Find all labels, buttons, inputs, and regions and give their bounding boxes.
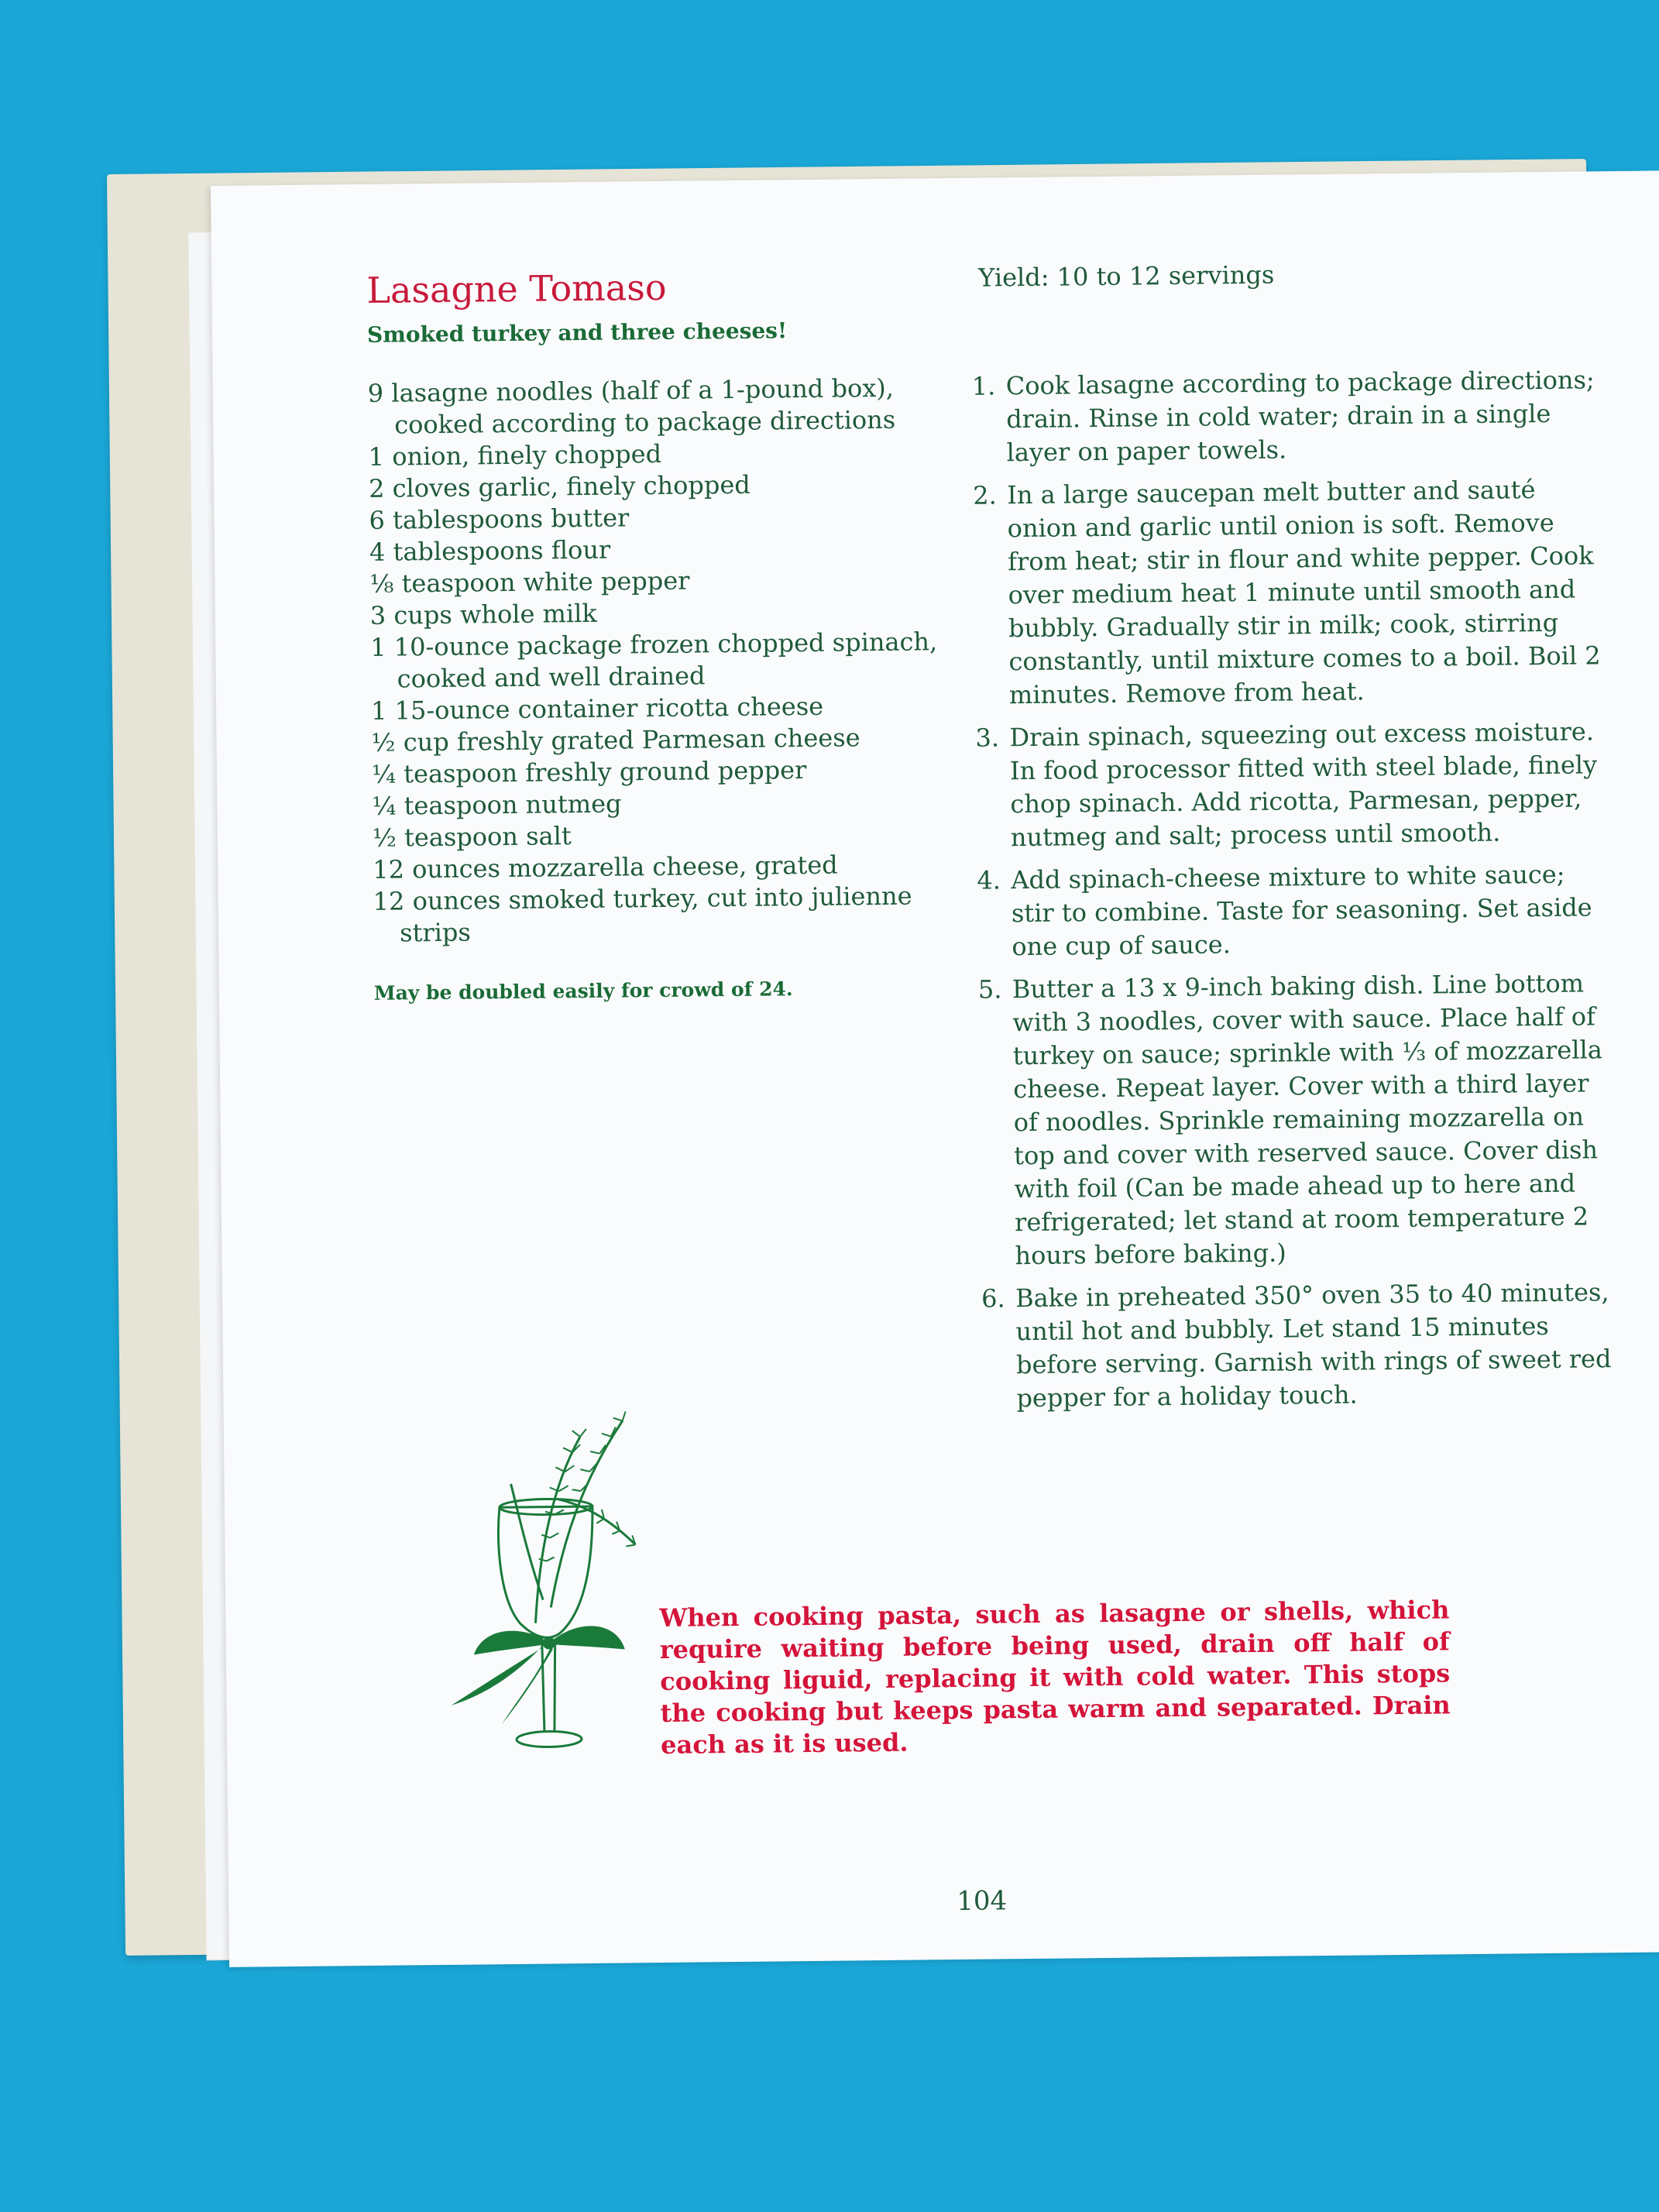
ingredient-item: 12 ounces mozzarella cheese, grated [373,850,838,884]
goblet-with-pine-sprig-and-ribbon-icon [424,1266,677,1764]
direction-step [978,967,1616,1273]
ingredient-list [368,372,963,950]
ingredient-item: ½ teaspoon salt [372,821,572,853]
step-text: Add spinach-cheese mixture to white sauce; stir to combine. Taste for seasoning. Set aside one cup of sauce. [1011,859,1592,962]
ingredient-item: 1 15-ounce container ricotta cheese [370,691,824,726]
ingredient-item: 12 ounces smoked turkey, cut into julienne strips [373,881,912,948]
ingredient-item: 1 onion, finely chopped [368,438,662,472]
ingredient-item: ⅛ teaspoon white pepper [369,565,690,599]
ingredient-item: ½ cup freshly grated Parmesan cheese [371,723,860,757]
ingredient-item: 1 10-ounce package frozen chopped spinach, cooked and well drained [370,627,938,694]
step-number: 6. [981,1283,1005,1314]
direction-step [973,472,1610,713]
direction-step [975,715,1612,855]
ingredient-item: ¼ teaspoon freshly ground pepper [371,754,807,789]
recipe-title: Lasagne Tomaso [366,266,667,311]
step-number: 4. [977,865,1001,895]
step-text: Drain spinach, squeezing out excess moisture. In food processor fitted with steel blade, finely chop spinach. Add ricotta, Parmesan, pepper, nutmeg and salt; process until smooth. [1009,716,1598,853]
step-text: Bake in preheated 350° oven 35 to 40 minutes, until hot and bubbly. Let stand 15 minutes before serving. Garnish with rings of sweet red pepper for a holiday touch. [1015,1277,1612,1413]
recipe-yield: Yield: 10 to 12 servings [978,259,1275,293]
page-number: 104 [957,1885,1008,1918]
recipe-subtitle: Smoked turkey and three cheeses! [366,318,788,348]
ingredient-item: ¼ teaspoon nutmeg [372,788,622,821]
direction-step [981,1276,1618,1416]
step-number: 5. [977,974,1002,1005]
step-number: 3. [975,723,1000,753]
ingredient-item: 4 tablespoons flour [369,534,611,567]
directions-list [972,363,1618,1425]
serving-note: May be doubled easily for crowd of 24. [373,977,793,1005]
step-text: Butter a 13 x 9-inch baking dish. Line bottom with 3 noodles, cover with sauce. Place half of turkey on sauce; sprinkle with ⅓ of mozzarella cheese. Repeat layer. Cover with a third layer of noodles. Sprinkle remaining mozzarella on top and cover with reserved sauce. Cover dish with foil (Can be made ahead up to here and refrigerated; let stand at room temperature 2 hours before baking.) [1012,968,1602,1271]
book-page [211,170,1659,1966]
ingredient-item: 2 cloves garlic, finely chopped [368,469,750,503]
step-number: 2. [973,480,997,510]
ingredient-item: 6 tablespoons butter [369,503,630,535]
step-text: Cook lasagne according to package directions; drain. Rinse in cold water; drain in a single layer on paper towels. [1005,365,1595,468]
step-number: 1. [971,371,996,401]
ingredient-item: 3 cups whole milk [369,598,597,630]
cooking-tip: When cooking pasta, such as lasagne or shells, which require waiting before being used, drain off half of cooking liguid, replacing it with cold water. This stops the cooking but keeps pasta warm and separated. Drain each as it is used. [659,1595,1451,1760]
step-text: In a large saucepan melt butter and sauté onion and garlic until onion is soft. Remove from heat; stir in flour and white pepper. Cook over medium heat 1 minute until smooth and bubbly. Gradually stir in milk; cook, stirring constantly, until mixture comes to a boil. Boil 2 minutes. Remove from heat. [1007,475,1601,710]
direction-step [977,857,1613,964]
direction-step [972,363,1608,470]
ingredient-item: 9 lasagne noodles (half of a 1-pound box), cooked according to package directions [367,373,896,440]
